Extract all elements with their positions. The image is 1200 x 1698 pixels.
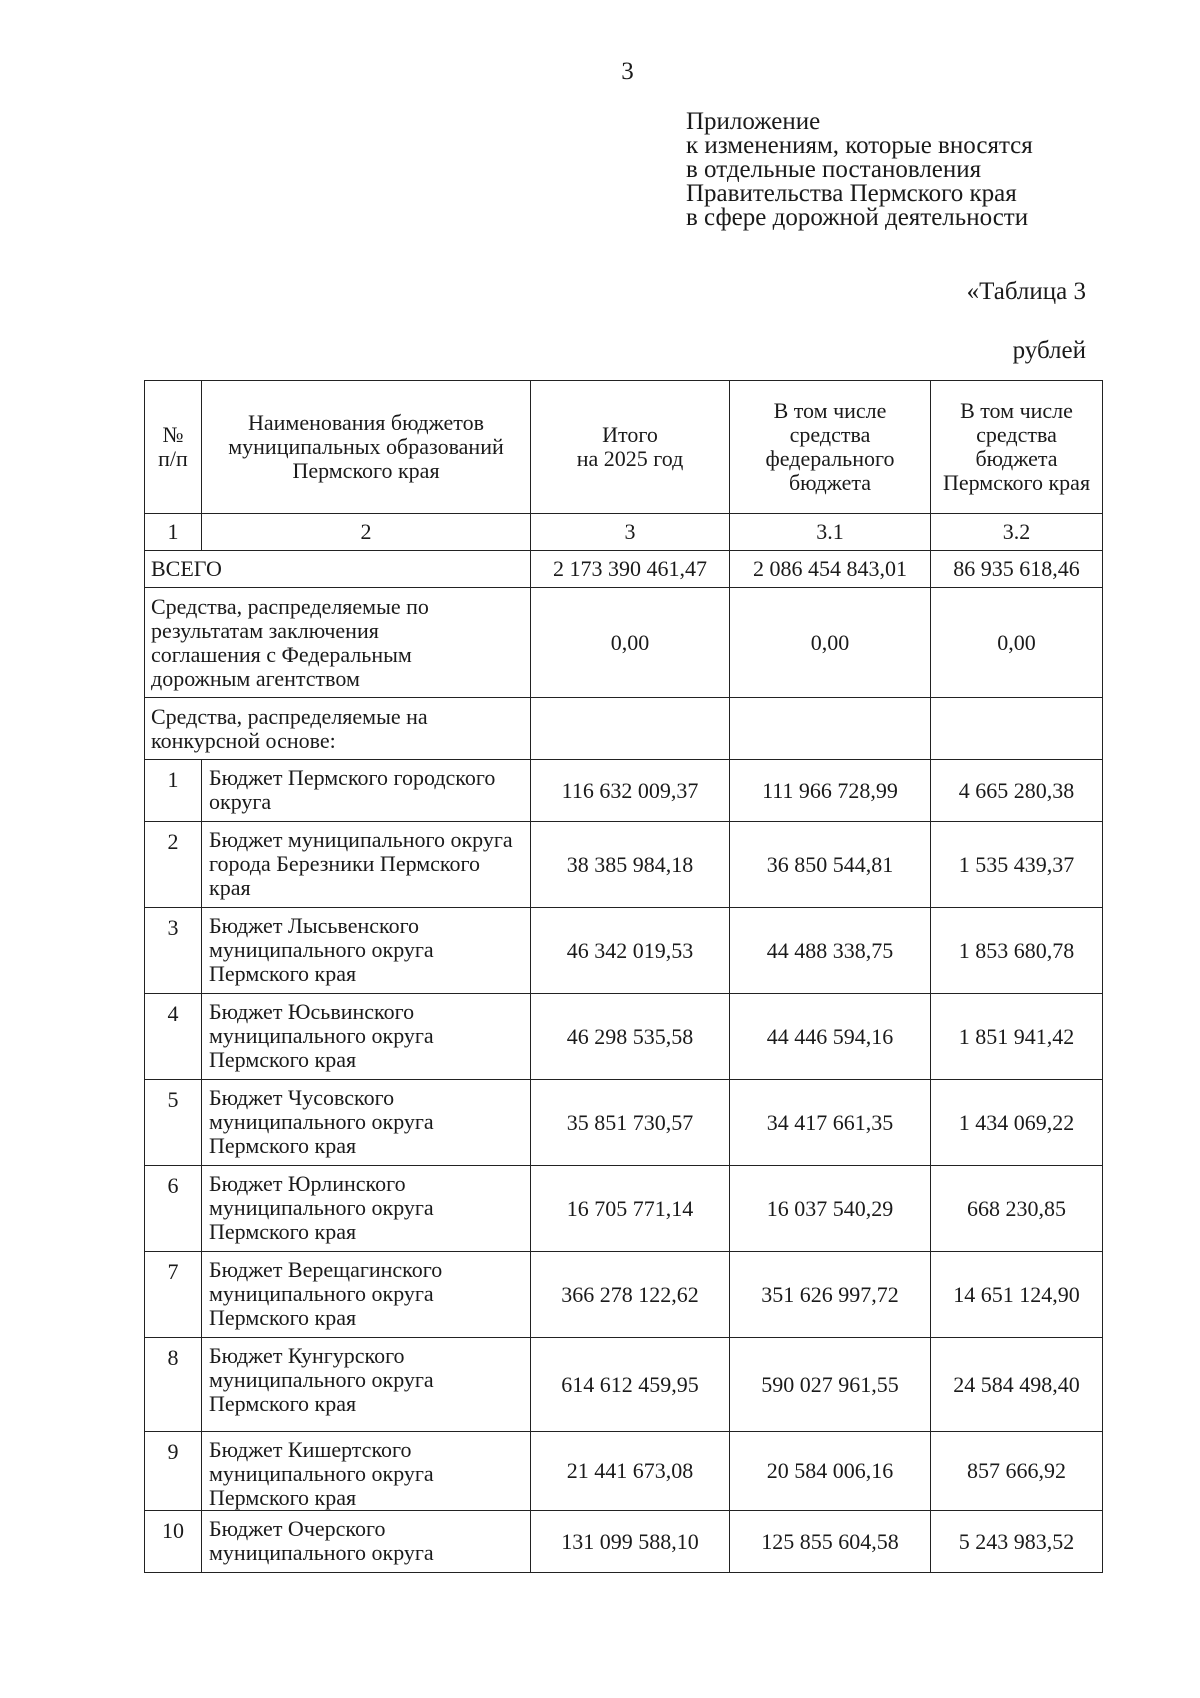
table-row — [145, 760, 1103, 822]
column-number: 2 — [202, 514, 531, 551]
row-total: 38 385 984,18 — [531, 822, 730, 908]
table-row — [145, 1338, 1103, 1432]
appendix-heading — [686, 110, 1033, 230]
row-number: 9 — [145, 1432, 202, 1511]
table-row — [145, 994, 1103, 1080]
header-regional: В том числе средства бюджета Пермского края — [931, 381, 1103, 514]
row-total: 116 632 009,37 — [531, 760, 730, 822]
row-budget-name: Бюджет Юрлинского муниципального округа Пермского края — [202, 1166, 531, 1252]
column-number: 3.1 — [730, 514, 931, 551]
row-total: 131 099 588,10 — [531, 1511, 730, 1573]
header-total: Итого на 2025 год — [531, 381, 730, 514]
row-total: 614 612 459,95 — [531, 1338, 730, 1432]
row-budget-name: Бюджет Пермского городского округа — [202, 760, 531, 822]
row-total: 46 298 535,58 — [531, 994, 730, 1080]
row-total: 16 705 771,14 — [531, 1166, 730, 1252]
row-budget-name: Бюджет Кунгурского муниципального округа Пермского края — [202, 1338, 531, 1432]
table-row — [145, 1432, 1103, 1511]
row-regional: 14 651 124,90 — [931, 1252, 1103, 1338]
table-row — [145, 1080, 1103, 1166]
row-budget-name: Бюджет Юсьвинского муниципального округа Пермского края — [202, 994, 531, 1080]
appendix-line: Правительства Пермского края — [686, 180, 1017, 207]
row-regional: 857 666,92 — [931, 1432, 1103, 1511]
row-number: 8 — [145, 1338, 202, 1432]
table-row — [145, 1166, 1103, 1252]
total-regional: 86 935 618,46 — [931, 551, 1103, 588]
row-federal: 44 446 594,16 — [730, 994, 931, 1080]
agency-section-federal: 0,00 — [730, 588, 931, 698]
row-federal: 34 417 661,35 — [730, 1080, 931, 1166]
competitive-section-text: Средства, распределяемые на конкурсной основе: — [151, 703, 428, 753]
appendix-line: Приложение — [686, 108, 821, 135]
row-budget-name: Бюджет Очерского муниципального округа — [202, 1511, 531, 1573]
agency-section-text: Средства, распределяемые по результатам заключения соглашения с Федеральным дорожным агентством — [151, 593, 429, 691]
row-budget-name: Бюджет Верещагинского муниципального округа Пермского края — [202, 1252, 531, 1338]
row-federal: 44 488 338,75 — [730, 908, 931, 994]
total-federal: 2 086 454 843,01 — [730, 551, 931, 588]
row-regional: 1 853 680,78 — [931, 908, 1103, 994]
row-number: 1 — [145, 760, 202, 822]
row-federal: 36 850 544,81 — [730, 822, 931, 908]
row-total: 21 441 673,08 — [531, 1432, 730, 1511]
table-row — [145, 1511, 1103, 1573]
row-budget-name: Бюджет муниципального округа города Березники Пермского края — [202, 822, 531, 908]
row-federal: 111 966 728,99 — [730, 760, 931, 822]
table-row — [145, 822, 1103, 908]
header-federal: В том числе средства федерального бюджета — [730, 381, 931, 514]
row-federal: 590 027 961,55 — [730, 1338, 931, 1432]
row-number: 10 — [145, 1511, 202, 1573]
row-regional: 668 230,85 — [931, 1166, 1103, 1252]
agency-section-row — [145, 588, 1103, 698]
total-sum: 2 173 390 461,47 — [531, 551, 730, 588]
page-number: 3 — [621, 58, 634, 85]
header-name: Наименования бюджетов муниципальных образований Пермского края — [202, 381, 531, 514]
competitive-section-label — [145, 698, 531, 760]
appendix-line: к изменениям, которые вносятся — [686, 132, 1033, 159]
row-regional: 1 851 941,42 — [931, 994, 1103, 1080]
row-regional: 5 243 983,52 — [931, 1511, 1103, 1573]
appendix-line: в отдельные постановления — [686, 156, 982, 183]
row-federal: 20 584 006,16 — [730, 1432, 931, 1511]
row-federal: 351 626 997,72 — [730, 1252, 931, 1338]
row-number: 7 — [145, 1252, 202, 1338]
column-number-row — [145, 514, 1103, 551]
table-row — [145, 1252, 1103, 1338]
table-caption: «Таблица 3 — [966, 278, 1086, 305]
row-number: 2 — [145, 822, 202, 908]
row-regional: 1 434 069,22 — [931, 1080, 1103, 1166]
budget-table — [144, 380, 1103, 1573]
table-row — [145, 908, 1103, 994]
units-label: рублей — [1012, 337, 1086, 364]
table-header-row — [145, 381, 1103, 514]
row-budget-name: Бюджет Лысьвенского муниципального округа Пермского края — [202, 908, 531, 994]
row-total: 35 851 730,57 — [531, 1080, 730, 1166]
header-num: № п/п — [145, 381, 202, 514]
row-regional: 1 535 439,37 — [931, 822, 1103, 908]
row-federal: 125 855 604,58 — [730, 1511, 931, 1573]
empty-cell — [730, 698, 931, 760]
row-budget-name: Бюджет Чусовского муниципального округа Пермского края — [202, 1080, 531, 1166]
row-regional: 24 584 498,40 — [931, 1338, 1103, 1432]
empty-cell — [931, 698, 1103, 760]
row-total: 366 278 122,62 — [531, 1252, 730, 1338]
total-row — [145, 551, 1103, 588]
empty-cell — [531, 698, 730, 760]
column-number: 3.2 — [931, 514, 1103, 551]
row-number: 3 — [145, 908, 202, 994]
competitive-section-row — [145, 698, 1103, 760]
column-number: 3 — [531, 514, 730, 551]
row-number: 6 — [145, 1166, 202, 1252]
row-federal: 16 037 540,29 — [730, 1166, 931, 1252]
row-total: 46 342 019,53 — [531, 908, 730, 994]
row-number: 4 — [145, 994, 202, 1080]
agency-section-regional: 0,00 — [931, 588, 1103, 698]
row-number: 5 — [145, 1080, 202, 1166]
total-label: ВСЕГО — [145, 551, 531, 588]
column-number: 1 — [145, 514, 202, 551]
appendix-line: в сфере дорожной деятельности — [686, 204, 1029, 231]
agency-section-label — [145, 588, 531, 698]
agency-section-total: 0,00 — [531, 588, 730, 698]
row-regional: 4 665 280,38 — [931, 760, 1103, 822]
row-budget-name: Бюджет Кишертского муниципального округа Пермского края — [202, 1432, 531, 1511]
